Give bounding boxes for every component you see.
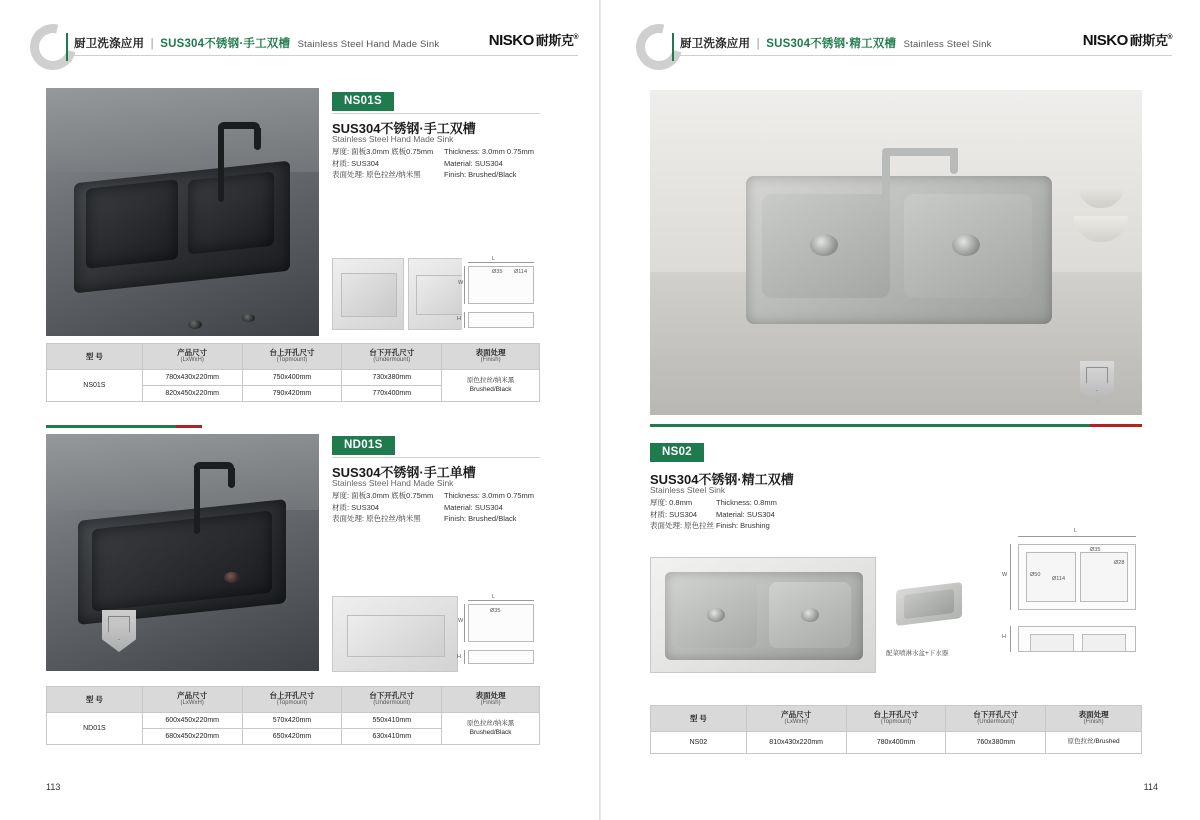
- product-title-cn-ns01s: SUS304不锈钢·手工双槽: [332, 121, 476, 136]
- render-thumb-ns02: [650, 557, 876, 673]
- th-topmount-en: (Topmount): [276, 700, 308, 707]
- spec-finish-cn: 表面处理: 原色拉丝/纳米黑: [332, 170, 421, 180]
- th-finish-cn: 表面处理: [475, 691, 506, 701]
- spec-material-en: Material: SUS304: [444, 158, 503, 168]
- th-size-en: (LxWxH): [180, 357, 204, 364]
- th-size-en: (LxWxH): [180, 700, 204, 707]
- table-row: [47, 370, 540, 386]
- technical-drawing-ns01s: [457, 256, 540, 334]
- dim-label-L: L: [492, 594, 496, 600]
- dim-label-d28: Ø28: [1114, 560, 1125, 566]
- spec-thickness-en: Thickness: 3.0mm 0.75mm: [444, 491, 535, 500]
- spec-thickness-cn: 厚度: 0.8mm: [650, 498, 693, 507]
- th-topmount: [242, 344, 342, 370]
- product-title-en-nd01s: Stainless Steel Hand Made Sink: [332, 478, 454, 488]
- spec-material-cn: 材质: SUS304: [332, 502, 380, 512]
- cell-undermount: 550x410mm: [342, 713, 442, 729]
- product-code-ns02: NS02: [650, 443, 704, 462]
- th-model: [47, 344, 143, 370]
- accessory-render-ns02: [890, 578, 970, 640]
- th-size: [142, 344, 242, 370]
- product-specs-cn-ns02: [650, 497, 714, 532]
- dim-label-L: L: [492, 256, 496, 262]
- product-title-cn-ns02: SUS304不锈钢·精工双槽: [650, 472, 794, 487]
- dim-label-d114: Ø114: [1052, 576, 1066, 582]
- th-finish-cn: 表面处理: [1078, 710, 1109, 720]
- th-finish: [1046, 706, 1142, 732]
- technical-drawing-ns02: [996, 530, 1142, 675]
- spec-thickness-cn: 厚度: 面板3.0mm 底板0.75mm: [332, 491, 434, 500]
- table-body: [47, 370, 540, 402]
- brand-logo: [489, 30, 578, 49]
- table-row: [651, 732, 1142, 754]
- th-size-cn: 产品尺寸: [781, 710, 812, 720]
- spec-finish-cn: 表面处理: 原色拉丝: [650, 521, 715, 531]
- section-divider-red: [176, 425, 202, 428]
- cell-undermount: 730x380mm: [342, 370, 442, 386]
- th-size-cn: 产品尺寸: [177, 691, 208, 701]
- header-category-cn: 厨卫洗涤应用: [74, 38, 145, 50]
- cell-topmount: 790x420mm: [242, 386, 342, 402]
- th-size: [142, 687, 242, 713]
- product-specs-en-ns02: [716, 497, 777, 532]
- table-header-row: [651, 706, 1142, 732]
- th-size-cn: 产品尺寸: [177, 348, 208, 358]
- header-category-cn: 厨卫洗涤应用: [680, 38, 751, 50]
- section-divider-red: [1090, 424, 1142, 427]
- header-title-cn: SUS304不锈钢·手工双槽: [160, 38, 291, 50]
- section-divider-green: [650, 424, 1090, 427]
- product-title-cn-nd01s: SUS304不锈钢·手工单槽: [332, 465, 476, 480]
- th-finish-en: (Finish): [1083, 719, 1104, 726]
- page-header-right: [636, 26, 1172, 70]
- th-undermount-cn: 台下开孔尺寸: [369, 348, 415, 358]
- header-title-left: [74, 35, 439, 51]
- spec-thickness-en: Thickness: 0.8mm: [716, 498, 777, 507]
- page-header-left: [30, 26, 578, 70]
- product-photo-nd01s: [46, 434, 319, 671]
- table-row: [47, 713, 540, 729]
- spec-table-ns01s: [46, 343, 540, 402]
- cell-finish: [442, 370, 540, 402]
- cell-size: 600x450x220mm: [142, 713, 242, 729]
- page-number-right: 114: [1143, 782, 1158, 792]
- cell-topmount: 750x400mm: [242, 370, 342, 386]
- quality-badge-icon: [102, 610, 136, 652]
- th-topmount-en: (Topmount): [880, 719, 912, 726]
- dim-label-d35: Ø35: [492, 269, 503, 275]
- header-separator: |: [150, 38, 154, 50]
- th-finish: [442, 344, 540, 370]
- cell-topmount: 650x420mm: [242, 729, 342, 745]
- th-finish-cn: 表面处理: [475, 348, 506, 358]
- header-title-right: [680, 35, 992, 51]
- hero-photo-ns02: [650, 90, 1142, 415]
- dim-label-L: L: [1074, 528, 1078, 534]
- spec-finish-en: Finish: Brushed/Black: [444, 170, 517, 180]
- dim-label-d35: Ø35: [490, 608, 501, 614]
- product-specs-cn-ns01s: [332, 146, 433, 181]
- product-photo-ns01s: [46, 88, 319, 336]
- dim-label-H: H: [457, 654, 461, 660]
- th-undermount-cn: 台下开孔尺寸: [973, 710, 1019, 720]
- header-accent-bar: [672, 33, 674, 61]
- render-thumb-nd01s: [332, 596, 458, 672]
- cell-finish: [442, 713, 540, 745]
- brand-logo: [1083, 30, 1172, 49]
- spec-finish-cn: 表面处理: 原色拉丝/纳米黑: [332, 514, 421, 524]
- spec-material-en: Material: SUS304: [444, 502, 503, 512]
- render-thumb-ns01s-a: [332, 258, 404, 330]
- th-finish: [442, 687, 540, 713]
- cell-size: 820x450x220mm: [142, 386, 242, 402]
- dim-label-W: W: [1002, 572, 1008, 578]
- th-topmount: [846, 706, 946, 732]
- spec-table-nd01s: [46, 686, 540, 745]
- table-header-row: [47, 344, 540, 370]
- table-header-row: [47, 687, 540, 713]
- th-undermount: [342, 344, 442, 370]
- header-title-cn: SUS304不锈钢·精工双槽: [766, 38, 897, 50]
- th-size: [746, 706, 846, 732]
- cell-undermount: 630x410mm: [342, 729, 442, 745]
- cell-topmount: 780x400mm: [846, 732, 946, 754]
- table-head: [47, 344, 540, 370]
- th-topmount-cn: 台上开孔尺寸: [269, 691, 315, 701]
- header-rule: [680, 55, 1172, 56]
- spec-thickness-cn: 厚度: 面板3.0mm 底板0.75mm: [332, 147, 434, 156]
- spec-finish-en: Finish: Brushed/Black: [444, 514, 517, 524]
- th-undermount-cn: 台下开孔尺寸: [369, 691, 415, 701]
- th-topmount-cn: 台上开孔尺寸: [269, 348, 315, 358]
- product-specs-cn-nd01s: [332, 490, 433, 525]
- cell-size: 810x430x220mm: [746, 732, 846, 754]
- th-model-cn: 型 号: [85, 351, 103, 361]
- th-topmount: [242, 687, 342, 713]
- cell-size: 780x430x220mm: [142, 370, 242, 386]
- th-model-cn: 型 号: [689, 713, 707, 723]
- table-head: [651, 706, 1142, 732]
- section-divider-green: [46, 425, 176, 428]
- th-finish-en: (Finish): [480, 357, 501, 364]
- cell-model: NS01S: [47, 370, 143, 402]
- code-underline: [332, 113, 540, 114]
- header-rule: [74, 55, 578, 56]
- th-undermount: [342, 687, 442, 713]
- brand-logo-latin: NISKO: [1082, 32, 1128, 49]
- th-size-en: (LxWxH): [784, 719, 808, 726]
- dim-label-d50: Ø50: [1030, 572, 1041, 578]
- table-body: [651, 732, 1142, 754]
- product-code-nd01s: ND01S: [332, 436, 395, 455]
- cell-undermount: 770x400mm: [342, 386, 442, 402]
- cell-model: NS02: [651, 732, 747, 754]
- code-underline: [332, 457, 540, 458]
- page-right: [600, 0, 1200, 820]
- page-number-left: 113: [46, 782, 61, 792]
- header-accent-bar: [66, 33, 68, 61]
- product-specs-en-ns01s: [444, 146, 534, 181]
- dim-label-d114: Ø114: [514, 269, 528, 275]
- cell-finish-cn: 原色拉丝/纳米黑: [466, 376, 515, 384]
- cell-topmount: 570x420mm: [242, 713, 342, 729]
- brand-logo-cn: 耐斯克: [1129, 33, 1168, 48]
- spec-table-ns02: [650, 705, 1142, 754]
- th-model: [47, 687, 143, 713]
- spec-material-cn: 材质: SUS304: [650, 509, 698, 519]
- spec-thickness-en: Thickness: 3.0mm 0.75mm: [444, 147, 535, 156]
- th-undermount: [946, 706, 1046, 732]
- dim-label-H: H: [1002, 634, 1006, 640]
- brand-logo-tm: ®: [1167, 34, 1172, 41]
- th-undermount-en: (Undermount): [977, 719, 1015, 726]
- cell-finish-en: Brushed/Black: [469, 385, 512, 393]
- cell-model: ND01S: [47, 713, 143, 745]
- header-title-en: Stainless Steel Sink: [903, 39, 992, 50]
- dim-label-W: W: [458, 280, 464, 286]
- table-head: [47, 687, 540, 713]
- dim-label-d35: Ø35: [1090, 547, 1101, 553]
- product-title-en-ns02: Stainless Steel Sink: [650, 485, 726, 495]
- cell-finish-en: Brushed/Black: [469, 728, 512, 736]
- dim-label-W: W: [458, 618, 464, 624]
- spec-material-en: Material: SUS304: [716, 509, 775, 519]
- cell-size: 680x450x220mm: [142, 729, 242, 745]
- product-code-ns01s: NS01S: [332, 92, 394, 111]
- spec-material-cn: 材质: SUS304: [332, 158, 380, 168]
- page-gutter: [599, 0, 601, 820]
- header-separator: |: [756, 38, 760, 50]
- dim-label-H: H: [457, 316, 461, 322]
- product-specs-en-nd01s: [444, 490, 534, 525]
- product-title-en-ns01s: Stainless Steel Hand Made Sink: [332, 134, 454, 144]
- cell-undermount: 760x380mm: [946, 732, 1046, 754]
- cell-finish-cn: 原色拉丝/纳米黑: [466, 719, 515, 727]
- th-undermount-en: (Undermount): [373, 700, 411, 707]
- th-model-cn: 型 号: [85, 694, 103, 704]
- th-undermount-en: (Undermount): [373, 357, 411, 364]
- table-body: [47, 713, 540, 745]
- brand-logo-latin: NISKO: [488, 32, 534, 49]
- th-topmount-cn: 台上开孔尺寸: [873, 710, 919, 720]
- th-topmount-en: (Topmount): [276, 357, 308, 364]
- brand-logo-cn: 耐斯克: [535, 33, 574, 48]
- cell-finish: 原色拉丝/Brushed: [1046, 732, 1142, 754]
- accessory-caption-ns02: 配菜喷淋水盆+下水器: [886, 650, 949, 657]
- brand-logo-tm: ®: [573, 34, 578, 41]
- spec-finish-en: Finish: Brushing: [716, 521, 770, 531]
- header-title-en: Stainless Steel Hand Made Sink: [297, 39, 440, 50]
- th-finish-en: (Finish): [480, 700, 501, 707]
- technical-drawing-nd01s: [457, 594, 540, 672]
- th-model: [651, 706, 747, 732]
